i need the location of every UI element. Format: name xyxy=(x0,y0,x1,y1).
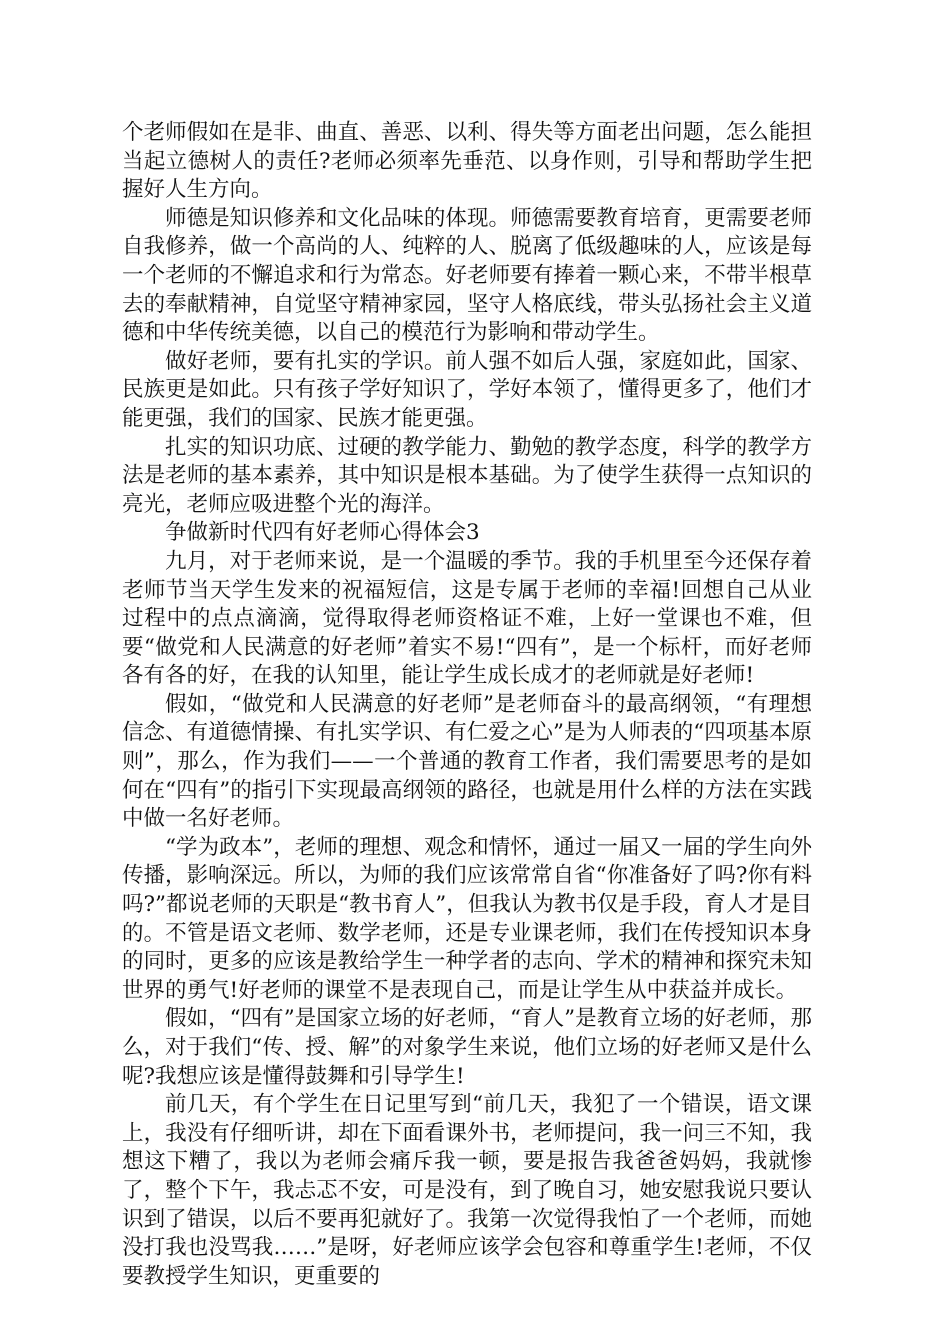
paragraph-4: 扎实的知识功底、过硬的教学能力、勤勉的教学态度，科学的教学方法是老师的基本素养，其中知识是根本基础。为了使学生获得一点知识的亮光，老师应吸进整个光的海洋。 xyxy=(122,434,812,517)
section-heading: 争做新时代四有好老师心得体会3 xyxy=(165,520,480,546)
paragraph-3: 做好老师，要有扎实的学识。前人强不如后人强，家庭如此，国家、民族更是如此。只有孩子学好知识了，学好本领了，懂得更多了，他们才能更强，我们的国家、民族才能更强。 xyxy=(122,348,812,431)
paragraph-7: “学为政本”，老师的理想、观念和情怀，通过一届又一届的学生向外传播，影响深远。所以，为师的我们应该常常自省“你准备好了吗?你有料吗?”都说老师的天职是“教书育人”，但我认为教书仅是手段，育人才是目的。不管是语文老师、数学老师，还是专业课老师，我们在传授知识本身的同时，更多的应该是教给学生一种学者的志向、学术的精神和探究未知世界的勇气!好老师的课堂不是表现自己，而是让学生从中获益并成长。 xyxy=(122,834,812,1003)
paragraph-1: 个老师假如在是非、曲直、善恶、以利、得失等方面老出问题，怎么能担当起立德树人的责任?老师必须率先垂范、以身作则，引导和帮助学生把握好人生方向。 xyxy=(122,120,812,203)
paragraph-6: 假如，“做党和人民满意的好老师”是老师奋斗的最高纲领，“有理想信念、有道德情操、有扎实学识、有仁爱之心”是为人师表的“四项基本原则”，那么，作为我们——一个普通的教育工作者，我们需要思考的是如何在“四有”的指引下实现最高纲领的路径，也就是用什么样的方法在实践中做一名好老师。 xyxy=(122,691,812,832)
paragraph-2: 师德是知识修养和文化品味的体现。师德需要教育培育，更需要老师自我修养，做一个高尚的人、纯粹的人、脱离了低级趣味的人，应该是每一个老师的不懈追求和行为常态。好老师要有捧着一颗心来，不带半根草去的奉献精神，自觉坚守精神家园，坚守人格底线，带头弘扬社会主义道德和中华传统美德，以自己的模范行为影响和带动学生。 xyxy=(122,205,812,346)
paragraph-9: 前几天，有个学生在日记里写到“前几天，我犯了一个错误，语文课上，我没有仔细听讲，却在下面看课外书，老师提问，我一问三不知，我想这下糟了，我以为老师会痛斥我一顿，要是报告我爸爸妈妈，我就惨了，整个下午，我忐忑不安，可是没有，到了晚自习，她安慰我说只要认识到了错误，以后不要再犯就好了。我第一次觉得我怕了一个老师，而她没打我也没骂我……”是呀，好老师应该学会包容和尊重学生!老师，不仅要教授学生知识，更重要的 xyxy=(122,1092,812,1289)
document-body xyxy=(122,119,812,1291)
paragraph-5: 九月，对于老师来说，是一个温暖的季节。我的手机里至今还保存着老师节当天学生发来的祝福短信，这是专属于老师的幸福!回想自己从业过程中的点点滴滴，觉得取得老师资格证不难，上好一堂课也不难，但要“做党和人民满意的好老师”着实不易!“四有”，是一个标杆，而好老师各有各的好，在我的认知里，能让学生成长成才的老师就是好老师! xyxy=(122,548,812,689)
paragraph-8: 假如，“四有”是国家立场的好老师，“育人”是教育立场的好老师，那么，对于我们“传、授、解”的对象学生来说，他们立场的好老师又是什么呢?我想应该是懂得鼓舞和引导学生! xyxy=(122,1006,812,1089)
